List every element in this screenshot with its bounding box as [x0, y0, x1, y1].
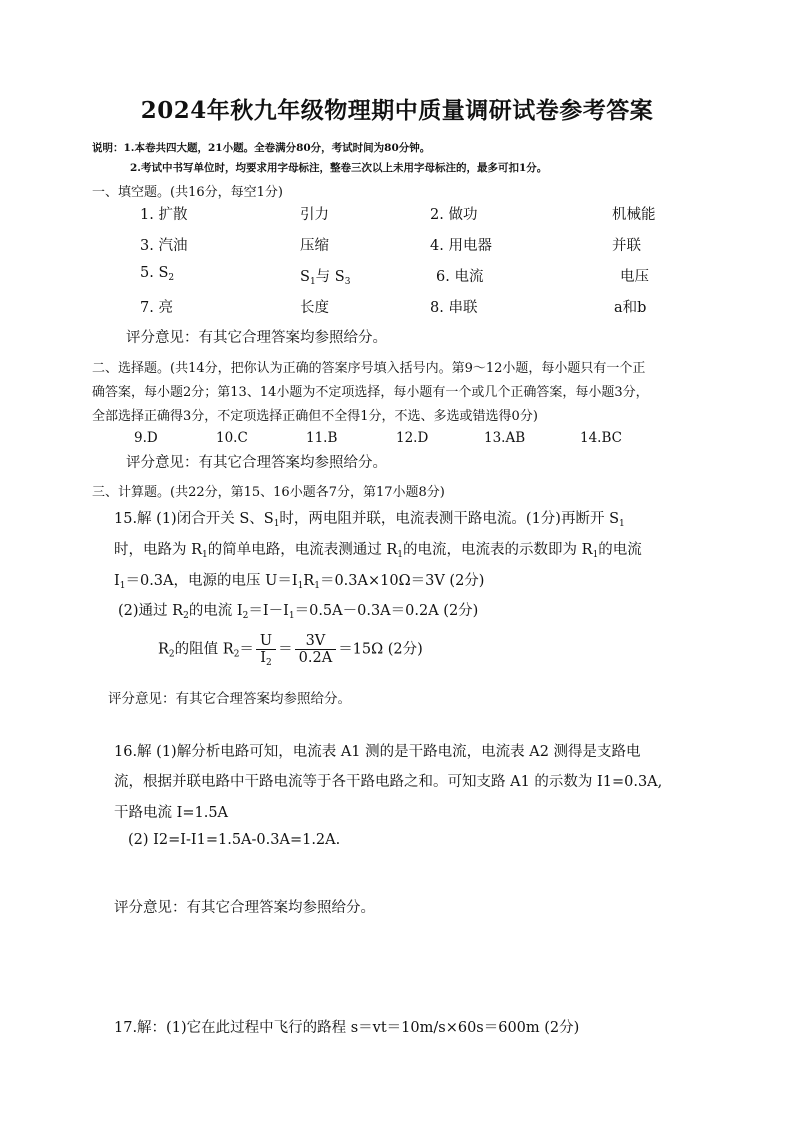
fill-answer-5b-s3-sub: 3	[344, 277, 351, 287]
fill-answer-5-sub: 2	[168, 273, 175, 283]
q15-l5c: ＝	[239, 641, 254, 658]
fill-answer-3b: 压缩	[300, 238, 329, 254]
sub: 2	[242, 611, 249, 621]
sub: 1	[397, 550, 404, 560]
q15-l4b: 的电流 I	[188, 603, 243, 619]
fill-answer-5b-s1-sub: 1	[309, 277, 316, 287]
q15-l2b: 的简单电路，电流表测通过 R	[207, 542, 398, 558]
frac2-num: 3V	[305, 633, 326, 649]
q16-grading: 评分意见：有其它合理答案均参照给分。	[114, 900, 375, 916]
fill-answer-3: 3. 汽油	[140, 238, 188, 254]
q15-line2	[114, 538, 642, 559]
q16-line4: (2) I2=I-I1=1.5A-0.3A=1.2A.	[128, 832, 341, 848]
choice-answer-9: 9.D	[134, 430, 158, 446]
fill-answer-5	[140, 265, 174, 281]
sub: 1	[297, 581, 304, 591]
q15-l5a: R	[158, 641, 169, 658]
q15-l5d: ＝	[278, 641, 293, 658]
q16-line1: 16.解 (1)解分析电路可知，电流表 A1 测的是干路电流，电流表 A2 测得是支路电	[114, 744, 641, 760]
q16-line3: 干路电流 I=1.5A	[114, 805, 229, 821]
q15-line3	[114, 569, 484, 590]
page-title: 2024年秋九年级物理期中质量调研试卷参考答案	[140, 97, 654, 124]
q15-line4	[118, 599, 478, 620]
choice-answer-10: 10.C	[216, 430, 248, 446]
fraction-u-over-i2	[256, 633, 276, 666]
fill-answer-8: 8. 串联	[430, 300, 478, 316]
fill-answer-5b	[300, 265, 350, 286]
note-text-1: 1.本卷共四大题，21小题。全卷满分80分，考试时间为80分钟。	[123, 142, 431, 154]
q15-l1a: 15.解 (1)闭合开关 S、S	[114, 511, 274, 527]
q15-l4c: ＝I－I	[248, 603, 289, 619]
fill-answer-6: 6. 电流	[436, 269, 484, 285]
fill-answer-4b: 并联	[612, 238, 641, 254]
fill-answer-2: 2. 做功	[430, 207, 478, 223]
fill-answer-7b: 长度	[300, 300, 329, 316]
fill-answer-1: 1. 扩散	[140, 207, 188, 223]
q15-line1	[114, 507, 625, 528]
q15-l5e: ＝15Ω (2分)	[338, 641, 423, 658]
sub: 1	[314, 581, 320, 591]
sub: 1	[619, 519, 625, 529]
sub: 2	[266, 658, 272, 668]
fill-answer-5b-s1: S	[300, 269, 310, 285]
sub: 1	[202, 550, 208, 560]
note-label: 说明：	[92, 142, 124, 154]
fill-answer-5b-s3: 与 S	[315, 269, 345, 285]
sub: 1	[288, 611, 295, 621]
q15-l5b: 的阻值 R	[174, 641, 234, 658]
q15-l4d: ＝0.5A－0.3A＝0.2A (2分)	[294, 603, 479, 619]
sub: 1	[592, 550, 599, 560]
choice-answer-12: 12.D	[396, 430, 429, 446]
section1-grading: 评分意见：有其它合理答案均参照给分。	[126, 330, 387, 346]
section1-heading: 一、填空题。(共16分，每空1分)	[92, 185, 283, 200]
q15-l1b: 时，两电阻并联，电流表测干路电流。(1分)再断开 S	[279, 511, 620, 527]
note-line-2: 2.考试中书写单位时，均要求用字母标注，整卷三次以上未用字母标注的，最多可扣1分。	[130, 162, 548, 174]
choice-answer-13: 13.AB	[484, 430, 526, 446]
q17-line1: 17.解：(1)它在此过程中飞行的路程 s＝vt＝10m/s×60s＝600m (2分)	[114, 1020, 580, 1036]
sub: 2	[233, 649, 240, 660]
sub: 1	[119, 581, 126, 591]
frac1-den-text: I	[260, 650, 267, 666]
section2-heading-line2: 确答案，每小题2分；第13、14小题为不定项选择，每小题有一个或几个正确答案，每小题3分，	[92, 385, 649, 400]
fill-answer-8b: a和b	[614, 300, 647, 316]
section2-grading: 评分意见：有其它合理答案均参照给分。	[126, 455, 387, 471]
fill-answer-1b: 引力	[300, 207, 329, 223]
q15-l2c: 的电流，电流表的示数即为 R	[403, 542, 593, 558]
q15-l3b: ＝0.3A，电源的电压 U＝I	[125, 573, 298, 589]
fill-answer-4: 4. 用电器	[430, 238, 492, 254]
q15-line5	[158, 633, 423, 666]
sub: 2	[168, 649, 175, 660]
fill-answer-7: 7. 亮	[140, 300, 173, 316]
section2-heading-line3: 全部选择正确得3分，不定项选择正确但不全得1分，不选、多选或错选得0分)	[92, 409, 538, 424]
choice-answer-14: 14.BC	[580, 430, 622, 446]
q15-l2a: 时，电路为 R	[114, 542, 203, 558]
note-line-1	[92, 140, 430, 155]
section2-heading-line1: 二、选择题。(共14分，把你认为正确的答案序号填入括号内。第9～12小题，每小题只有一个正	[92, 361, 646, 376]
fill-answer-6b: 电压	[620, 269, 649, 285]
q15-grading: 评分意见：有其它合理答案均参照给分。	[108, 691, 351, 707]
sub: 2	[183, 611, 189, 621]
q15-l3a: I	[114, 573, 120, 589]
frac2-den: 0.2A	[298, 650, 333, 666]
choice-answer-11: 11.B	[306, 430, 338, 446]
q15-l3d: ＝0.3A×10Ω＝3V (2分)	[319, 573, 485, 589]
q15-l4a: (2)通过 R	[118, 603, 184, 619]
frac1-den	[256, 650, 276, 666]
frac1-num: U	[259, 633, 273, 649]
section3-heading: 三、计算题。(共22分，第15、16小题各7分，第17小题8分)	[92, 485, 445, 500]
sub: 1	[273, 519, 280, 529]
q15-l2d: 的电流	[598, 542, 642, 558]
q16-line2: 流，根据并联电路中干路电流等于各干路电路之和。可知支路 A1 的示数为 I1=0.3A,	[114, 774, 663, 790]
fill-answer-2b: 机械能	[612, 207, 656, 223]
fill-answer-5-text: 5. S	[140, 265, 169, 281]
fraction-3v-over-02a	[295, 633, 337, 666]
q15-l3c: R	[303, 573, 315, 589]
